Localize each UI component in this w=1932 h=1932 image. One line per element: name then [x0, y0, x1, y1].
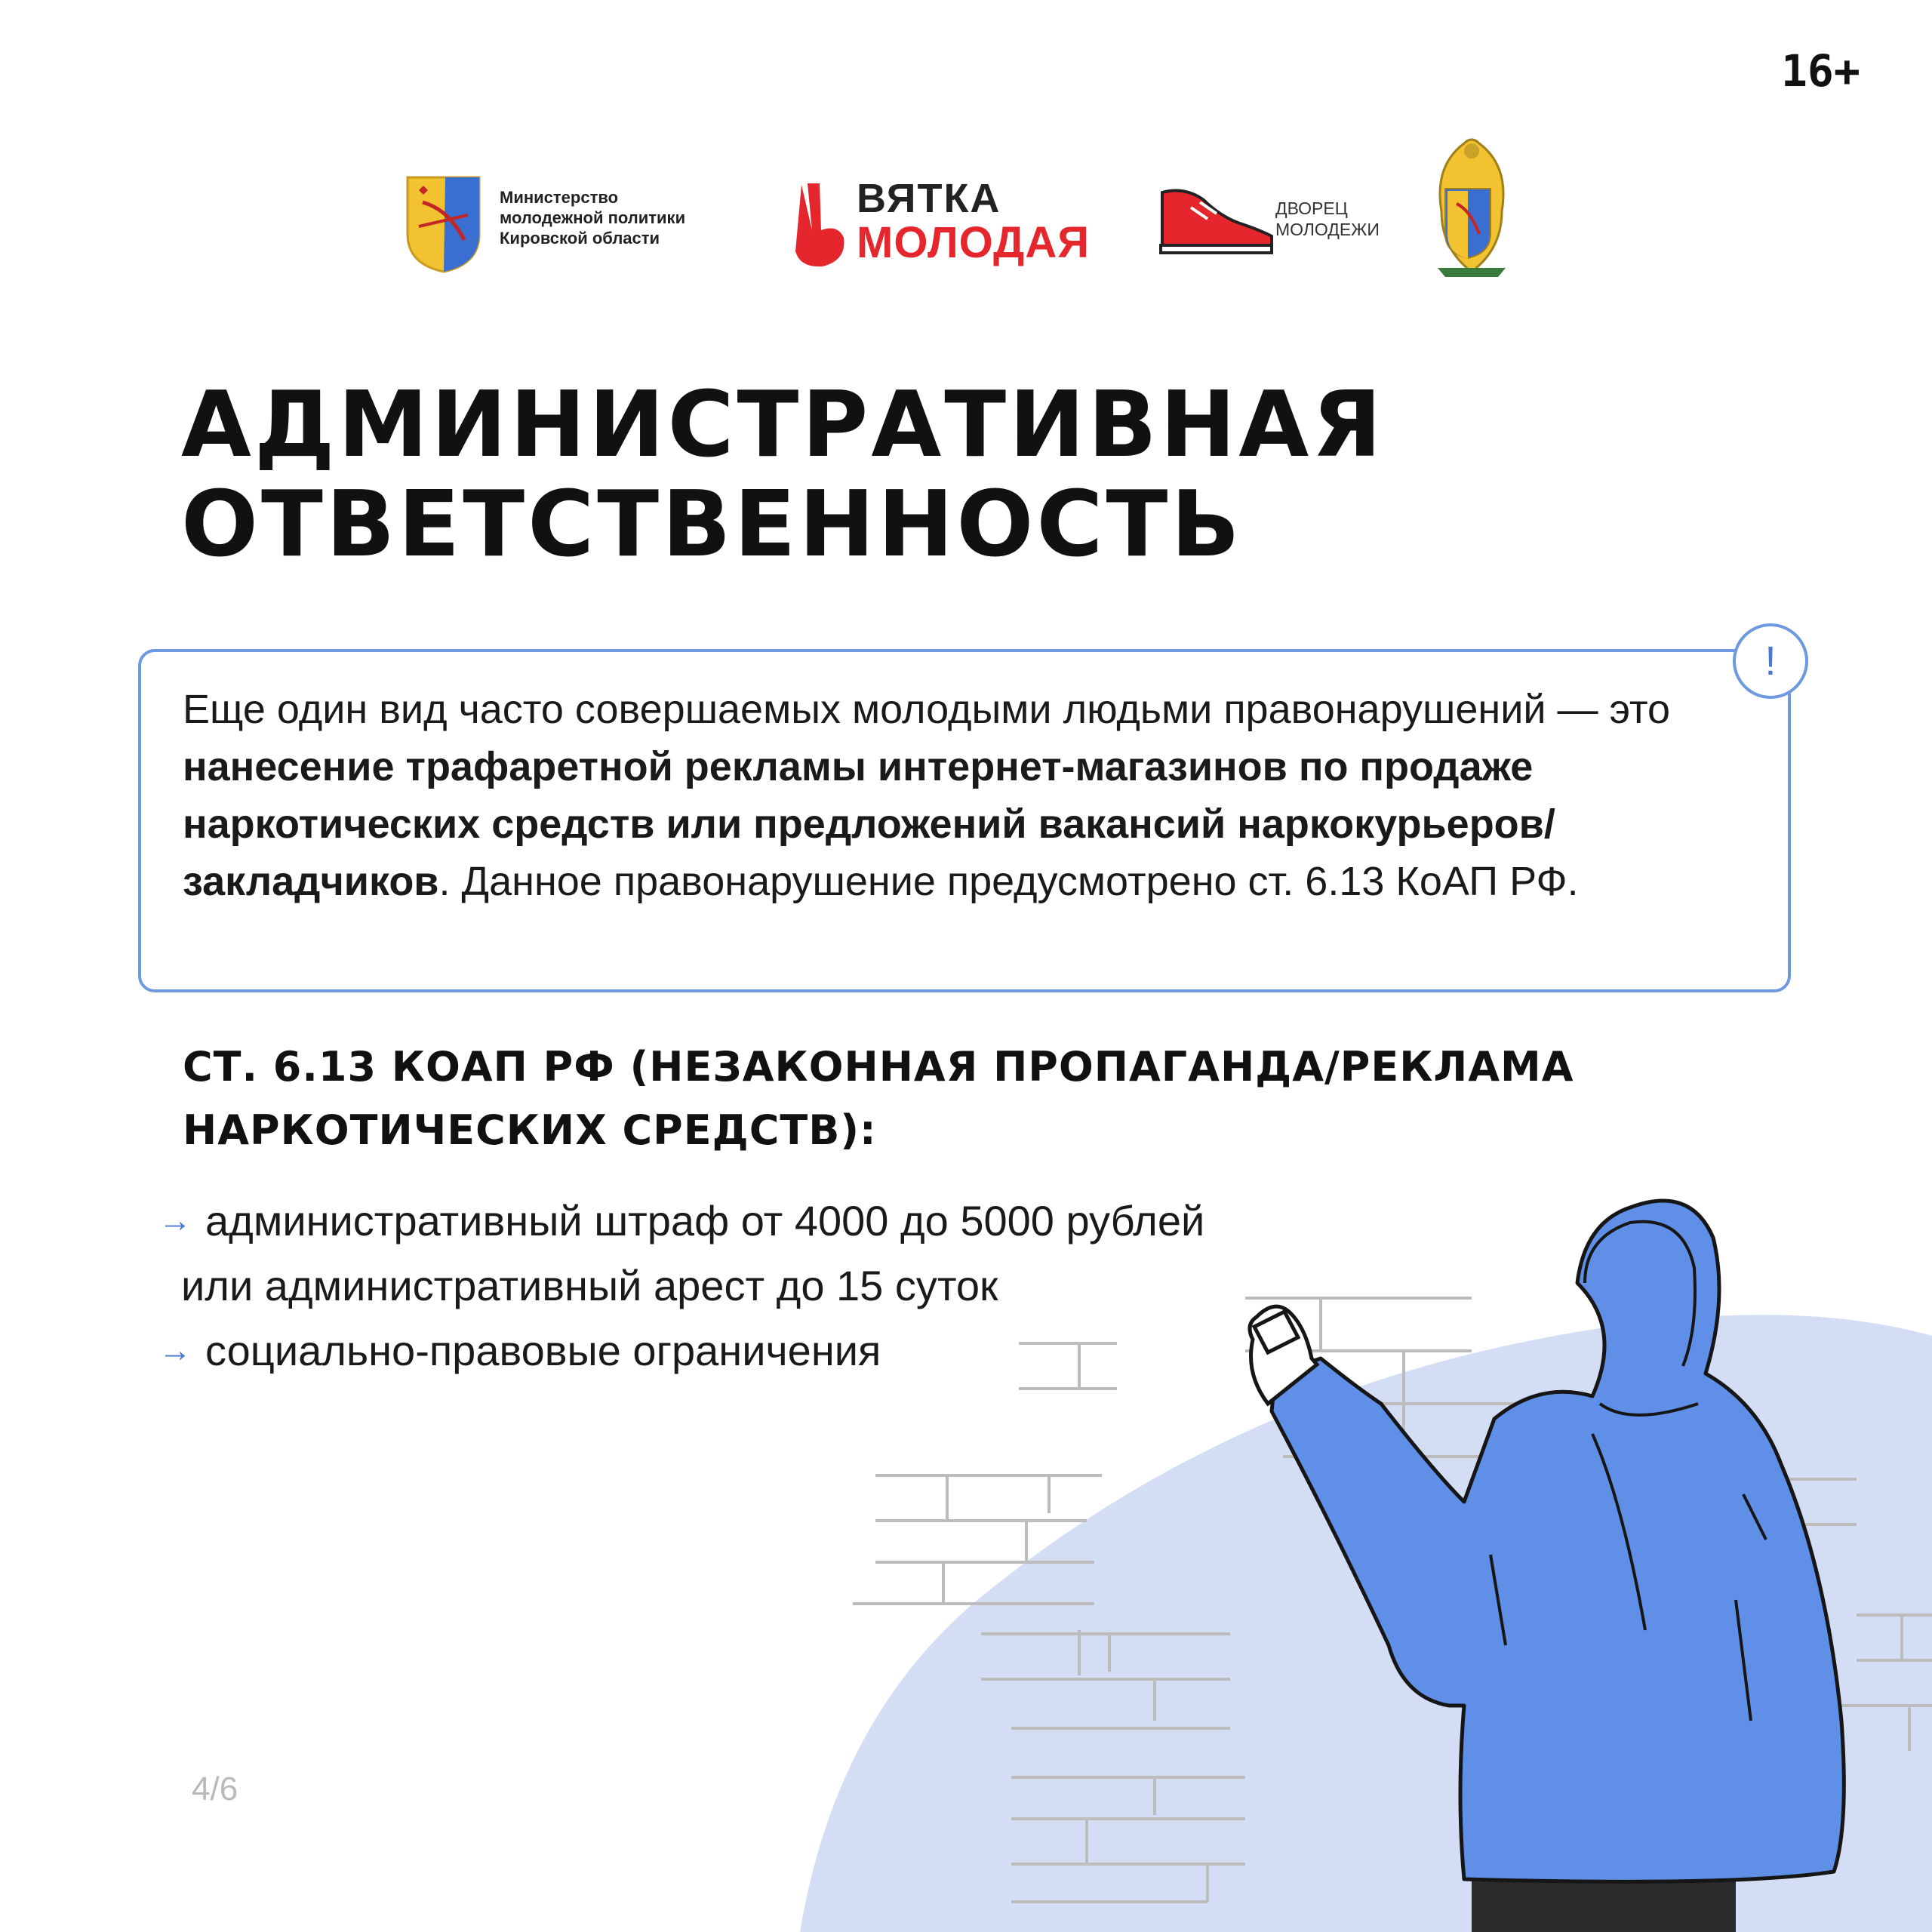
- card-text-before: Еще один вид часто совершаемых молодыми людьми правонарушений — это: [183, 687, 1671, 732]
- vyatka-logo-bottom: МОЛОДАЯ: [857, 218, 1090, 267]
- penalty-list: [158, 1189, 1204, 1383]
- card-text-bold: нанесение трафаретной рекламы интернет-магазинов по продаже наркотических средств или предложений вакансий наркокурьеров/закладчиков: [183, 744, 1555, 904]
- penalty-text: административный штраф от 4000 до 5000 рублей: [205, 1197, 1205, 1244]
- exclamation-icon: !: [1733, 623, 1808, 699]
- penalty-text-continued: или административный арест до 15 суток: [181, 1262, 998, 1309]
- info-card-text: [183, 681, 1767, 910]
- list-item: [158, 1318, 1204, 1383]
- page-title: АДМИНИСТРАТИВНАЯ ОТВЕТСТВЕННОСТЬ: [181, 373, 1385, 577]
- law-heading: СТ. 6.13 КОАП РФ (НЕЗАКОННАЯ ПРОПАГАНДА/РЕКЛАМА НАРКОТИЧЕСКИХ СРЕДСТВ):: [183, 1043, 1574, 1154]
- card-text-after: . Данное правонарушение предусмотрено ст. 6.13 КоАП РФ.: [438, 859, 1579, 904]
- vyatka-logo-top: ВЯТКА: [857, 176, 1001, 221]
- dvorets-logo-text: ДВОРЕЦ МОЛОДЕЖИ: [1275, 198, 1380, 239]
- penalty-text: социально-правовые ограничения: [205, 1327, 881, 1374]
- arrow-right-icon: →: [158, 1332, 192, 1369]
- list-item: [158, 1189, 1204, 1318]
- arrow-right-icon: →: [158, 1202, 192, 1239]
- ministry-logo-text: Министерство молодежной политики Кировской области: [500, 188, 686, 248]
- age-rating-badge: 16+: [1781, 45, 1860, 97]
- page-indicator: 4/6: [192, 1770, 238, 1807]
